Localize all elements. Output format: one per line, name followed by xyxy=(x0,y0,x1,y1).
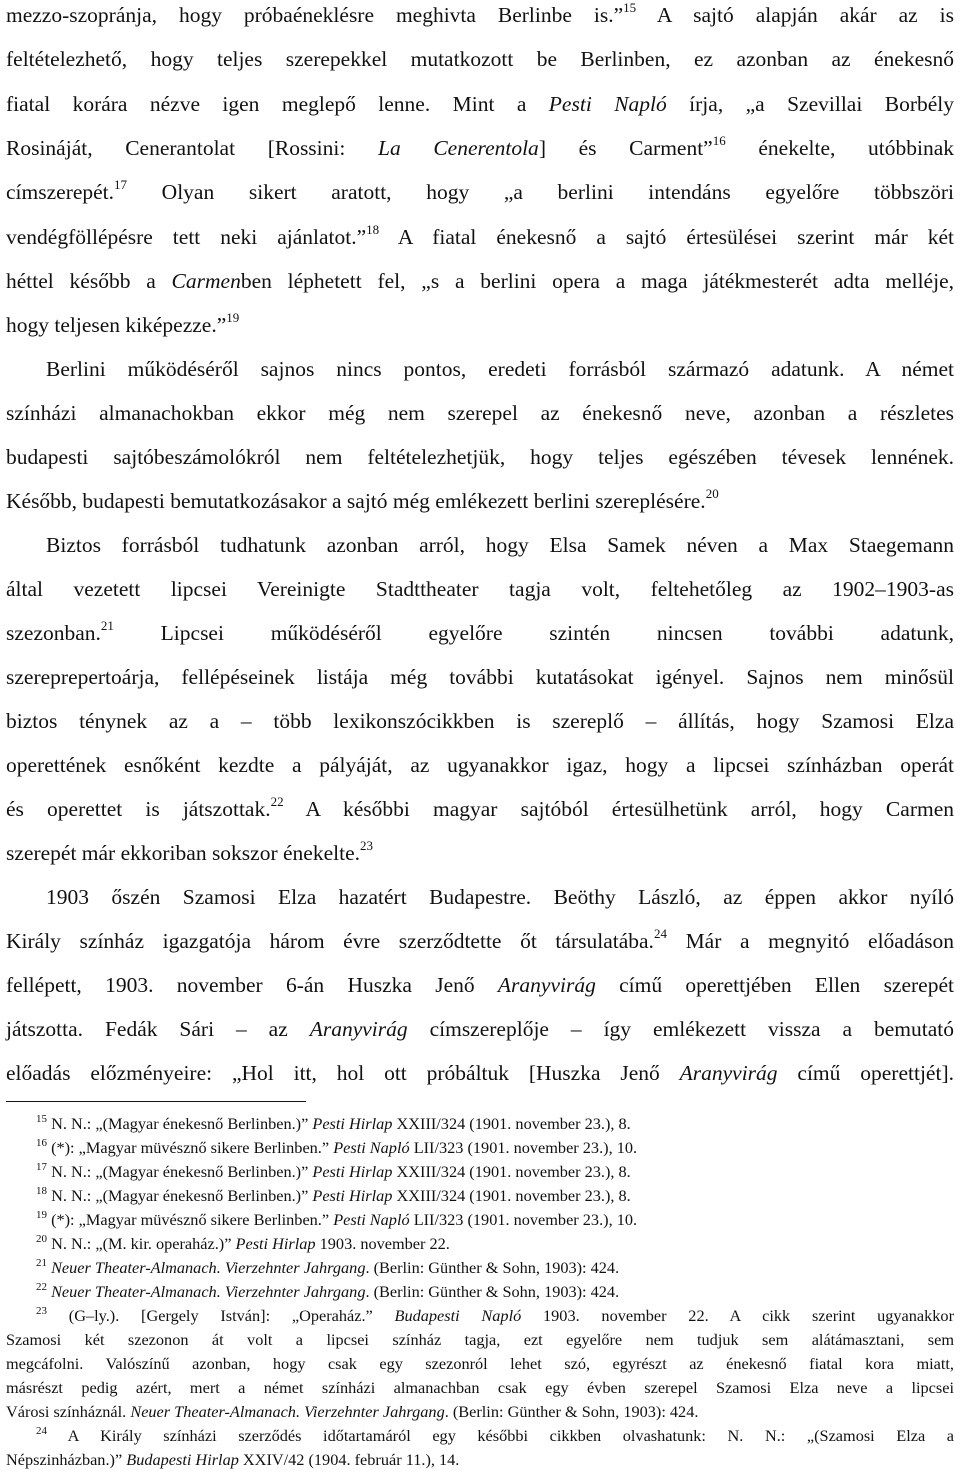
text-line: biztos ténynek az a – több lexikonszócikkben is szereplő – állítás, hogy Szamosi Elza xyxy=(6,709,954,733)
footnote-number: 24 xyxy=(36,1425,47,1437)
text-line: játszotta. Fedák Sári – az Aranyvirág címszereplője – így emlékezett vissza a bemutató xyxy=(6,1017,954,1041)
footnote-number: 22 xyxy=(36,1281,47,1293)
footnote-19: $^{19}$ (*): „Magyar müvésznő sikere Berlinben.” Pesti Napló LII/323 (1901. november 23.), 10. xyxy=(36,1209,638,1229)
footnote-number: 15 xyxy=(36,1113,47,1125)
footnote-15: $^{15}$ N. N.: „(Magyar énekesnő Berlinben.)” Pesti Hirlap XXIII/324 (1901. november 23.), 8. xyxy=(36,1113,631,1133)
text-line: Berlini működéséről sajnos nincs pontos, eredeti forrásból származó adatunk. A német xyxy=(46,357,954,381)
footnote-24: $^{24}$ A Király színházi szerződés időtartamáról egy későbbi cikkben olvashatunk: N. N.: „(Szamosi Elza a xyxy=(36,1425,954,1445)
text-line: és operettet is játszottak.$^{22}$ A későbbi magyar sajtóból értesülhetünk arról, hogy Carmen xyxy=(6,794,954,821)
footnote-20: $^{20}$ N. N.: „(M. kir. operaház.)” Pesti Hirlap 1903. november 22. xyxy=(36,1233,450,1253)
footnote-16: $^{16}$ (*): „Magyar müvésznő sikere Berlinben.” Pesti Napló LII/323 (1901. november 23.), 10. xyxy=(36,1137,638,1157)
footnote-number: 19 xyxy=(36,1209,47,1221)
text-line: színházi almanachokban ekkor még nem szerepel az énekesnő neve, azonban a részletes xyxy=(6,401,954,425)
footnote-number: 17 xyxy=(36,1161,47,1173)
text-line: feltételezhető, hogy teljes szerepekkel mutatkozott be Berlinben, ez azonban az énekesnő xyxy=(6,47,954,71)
text-line: 1903 őszén Szamosi Elza hazatért Budapestre. Beöthy László, az éppen akkor nyíló xyxy=(46,885,954,909)
text-line: címszerepét.$^{17}$ Olyan sikert aratott, hogy „a berlini intendáns egyelőre többszöri xyxy=(6,177,954,204)
text-line: operettének esnőként kezdte a pályáját, az ugyanakkor igaz, hogy a lipcsei színházban operát xyxy=(6,753,954,777)
footnote-ref[interactable]: 20 xyxy=(705,486,719,501)
footnote-23: $^{23}$ (G–ly.). [Gergely István]: „Operaház.” Budapesti Napló 1903. november 22. A cikk szerint ugyanakkor xyxy=(36,1305,954,1325)
text-line: vendégföllépésre tett neki ajánlatot.”$^{18}$ A fiatal énekesnő a sajtó értesülései szerint már két xyxy=(6,222,955,249)
footnote-ref[interactable]: 22 xyxy=(270,794,284,809)
text-line: fiatal korára nézve igen meglepő lenne. Mint a Pesti Napló írja, „a Szevillai Borbély xyxy=(6,92,954,116)
footnote-18: $^{18}$ N. N.: „(Magyar énekesnő Berlinben.)” Pesti Hirlap XXIII/324 (1901. november 23.), 8. xyxy=(36,1185,631,1205)
footnote-number: 23 xyxy=(36,1305,47,1317)
footnote-separator xyxy=(6,1101,306,1102)
footnote-23-line: Városi színháznál. Neuer Theater-Almanach. Vierzehnter Jahrgang. (Berlin: Günther & Sohn, 1903): 424. xyxy=(6,1402,699,1421)
text-line: Rosináját, Cenerantolat [Rossini: La Cenerentola] és Carment”$^{16}$ énekelte, utóbbinak xyxy=(6,133,954,160)
footnote-ref[interactable]: 18 xyxy=(366,222,380,237)
footnote-ref[interactable]: 23 xyxy=(360,838,373,853)
text-line: szereprepertoárja, fellépéseinek listája még további kutatásokat igényel. Sajnos nem minősül xyxy=(6,665,954,689)
footnote-23-line: megcáfolni. Valószínű azonban, hogy csak egy szezonról lehet szó, egyrészt az énekesnő fiatal kora miatt, xyxy=(6,1354,954,1373)
text-line: héttel később a Carmenben léphetett fel, „s a berlini opera a maga játékmesterét adta melléje, xyxy=(6,269,954,293)
footnote-ref[interactable]: 24 xyxy=(653,926,667,941)
text-line: hogy teljesen kiképezze.”$^{19}$ xyxy=(6,310,240,337)
footnote-21: $^{21}$ Neuer Theater-Almanach. Vierzehnter Jahrgang. (Berlin: Günther & Sohn, 1903): 424. xyxy=(36,1257,620,1277)
footnote-24-line: Népszinházban.)” Budapesti Hirlap XXIV/42 (1904. február 11.), 14. xyxy=(6,1450,460,1469)
text-line: Később, budapesti bemutatkozásakor a sajtó még emlékezett berlini szereplésére.$^{20}$ xyxy=(6,486,719,513)
footnote-number: 21 xyxy=(36,1257,47,1269)
text-line: mezzo-szopránja, hogy próbaéneklésre meghivta Berlinbe is.”$^{15}$ A sajtó alapján akár az is xyxy=(6,0,954,27)
text-line: szerepét már ekkoriban sokszor énekelte.$^{23}$ xyxy=(6,838,373,865)
footnote-22: $^{22}$ Neuer Theater-Almanach. Vierzehnter Jahrgang. (Berlin: Günther & Sohn, 1903): 424. xyxy=(36,1281,620,1301)
footnote-number: 18 xyxy=(36,1185,47,1197)
text-line: Biztos forrásból tudhatunk azonban arról, hogy Elsa Samek néven a Max Staegemann xyxy=(46,533,954,557)
text-line: szezonban.$^{21}$ Lipcsei működéséről egyelőre szintén nincsen további adatunk, xyxy=(6,618,954,645)
text-line: előadás előzményeire: „Hol itt, hol ott próbáltuk [Huszka Jenő Aranyvirág című operettjét]. xyxy=(6,1061,954,1085)
footnote-ref[interactable]: 15 xyxy=(623,0,637,15)
footnote-ref[interactable]: 17 xyxy=(114,177,128,192)
text-line: fellépett, 1903. november 6-án Huszka Jenő Aranyvirág című operettjében Ellen szerepét xyxy=(6,973,954,997)
footnote-23-line: másrészt pedig azért, mert a német színházi almanachban csak egy évben szerepel Szamosi Elza neve a lipcsei xyxy=(6,1378,954,1397)
text-line: által vezetett lipcsei Vereinigte Stadttheater tagja volt, feltehetőleg az 1902–1903-as xyxy=(6,577,954,601)
footnote-number: 20 xyxy=(36,1233,47,1245)
footnote-23-line: Szamosi két szezonon át volt a lipcsei színház tagja, ezt egyelőre nem tudjuk sem alátámasztani, sem xyxy=(6,1330,954,1349)
footnote-17: $^{17}$ N. N.: „(Magyar énekesnő Berlinben.)” Pesti Hirlap XXIII/324 (1901. november 23.), 8. xyxy=(36,1161,631,1181)
text-line: Király színház igazgatója három évre szerződtette őt társulatába.$^{24}$ Már a megnyitó előadáson xyxy=(6,926,954,953)
footnote-number: 16 xyxy=(36,1137,47,1149)
text-line: budapesti sajtóbeszámolókról nem feltételezhetjük, hogy teljes egészében tévesek lennének. xyxy=(6,445,954,469)
footnote-ref[interactable]: 21 xyxy=(100,618,114,633)
footnote-ref[interactable]: 19 xyxy=(226,310,240,325)
footnote-ref[interactable]: 16 xyxy=(712,133,726,148)
